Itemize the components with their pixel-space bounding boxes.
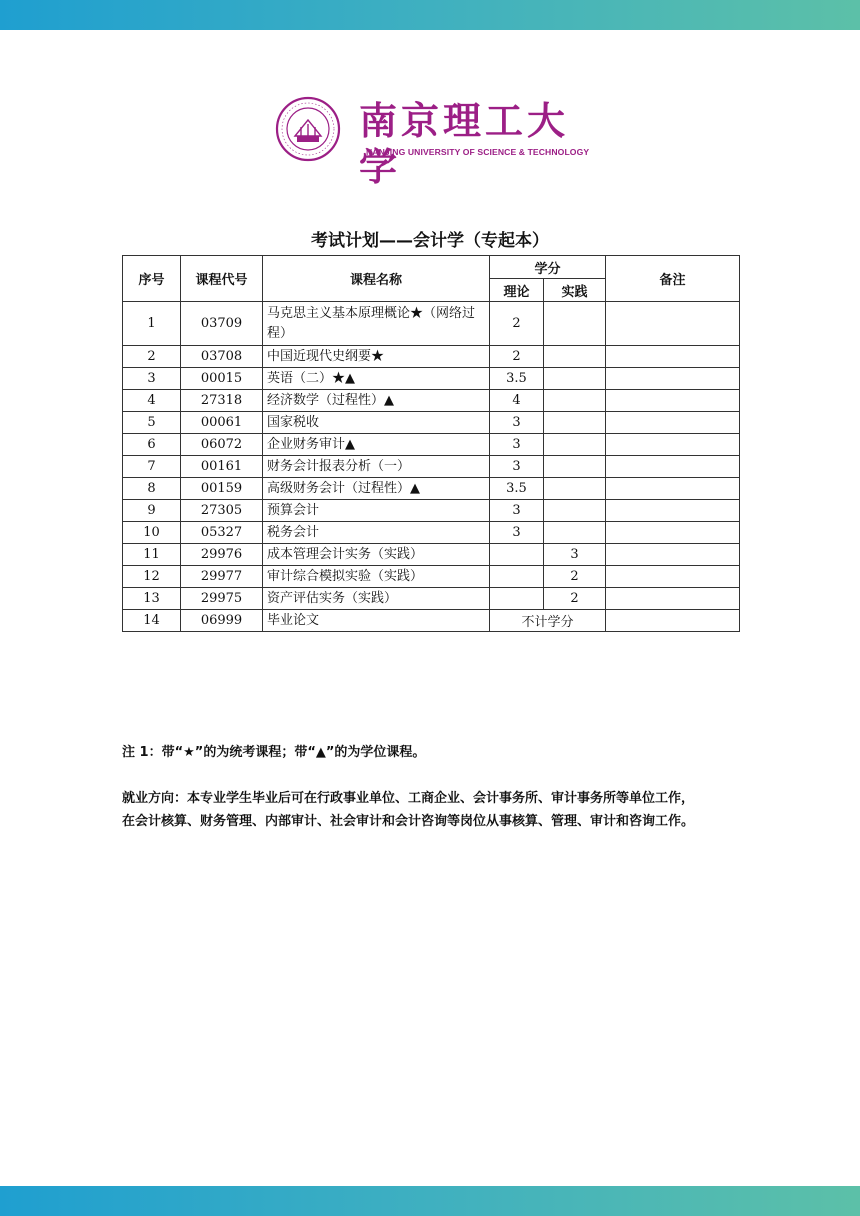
row-practice-credits: 3 bbox=[544, 544, 606, 566]
header-theory: 理论 bbox=[490, 279, 544, 302]
university-name-en: NANJING UNIVERSITY OF SCIENCE & TECHNOLOGY bbox=[366, 147, 590, 157]
row-remarks bbox=[606, 390, 740, 412]
row-course-name: 企业财务审计▲ bbox=[263, 434, 490, 456]
row-code: 06999 bbox=[181, 610, 263, 632]
row-code: 29977 bbox=[181, 566, 263, 588]
row-practice-credits bbox=[544, 434, 606, 456]
row-remarks bbox=[606, 500, 740, 522]
row-theory-credits bbox=[490, 544, 544, 566]
row-code: 03708 bbox=[181, 346, 263, 368]
row-index: 12 bbox=[123, 566, 181, 588]
row-theory-credits bbox=[490, 566, 544, 588]
table-row-thesis bbox=[123, 610, 740, 632]
row-course-name: 税务会计 bbox=[263, 522, 490, 544]
row-practice-credits: 2 bbox=[544, 566, 606, 588]
row-index: 10 bbox=[123, 522, 181, 544]
table-row bbox=[123, 478, 740, 500]
row-course-name: 成本管理会计实务（实践） bbox=[263, 544, 490, 566]
table-row bbox=[123, 522, 740, 544]
row-code: 06072 bbox=[181, 434, 263, 456]
university-logo bbox=[275, 96, 590, 189]
top-decorative-band bbox=[0, 0, 860, 30]
row-theory-credits bbox=[490, 588, 544, 610]
row-remarks bbox=[606, 522, 740, 544]
row-course-name: 资产评估实务（实践） bbox=[263, 588, 490, 610]
row-remarks bbox=[606, 434, 740, 456]
table-row bbox=[123, 302, 740, 346]
row-remarks bbox=[606, 478, 740, 500]
header-practice: 实践 bbox=[544, 279, 606, 302]
document-title: 考试计划——会计学（专起本） bbox=[311, 231, 549, 251]
row-index: 7 bbox=[123, 456, 181, 478]
table-row bbox=[123, 434, 740, 456]
row-index: 3 bbox=[123, 368, 181, 390]
row-remarks bbox=[606, 346, 740, 368]
row-course-name: 高级财务会计（过程性）▲ bbox=[263, 478, 490, 500]
row-index: 11 bbox=[123, 544, 181, 566]
university-name-cn: 南京理工大学 bbox=[359, 98, 570, 189]
exam-plan-table bbox=[122, 255, 740, 632]
row-credits-merged: 不计学分 bbox=[490, 610, 606, 632]
row-course-name: 审计综合模拟实验（实践） bbox=[263, 566, 490, 588]
row-theory-credits: 3.5 bbox=[490, 368, 544, 390]
row-index: 14 bbox=[123, 610, 181, 632]
bottom-decorative-band bbox=[0, 1186, 860, 1216]
row-course-name: 财务会计报表分析（一） bbox=[263, 456, 490, 478]
row-practice-credits bbox=[544, 500, 606, 522]
row-practice-credits bbox=[544, 522, 606, 544]
row-theory-credits: 3 bbox=[490, 456, 544, 478]
row-practice-credits: 2 bbox=[544, 588, 606, 610]
career-direction bbox=[122, 787, 802, 833]
row-code: 05327 bbox=[181, 522, 263, 544]
header-remarks: 备注 bbox=[606, 256, 740, 302]
row-theory-credits: 2 bbox=[490, 302, 544, 346]
row-remarks bbox=[606, 456, 740, 478]
row-index: 8 bbox=[123, 478, 181, 500]
row-index: 6 bbox=[123, 434, 181, 456]
row-course-name: 毕业论文 bbox=[263, 610, 490, 632]
row-index: 1 bbox=[123, 302, 181, 346]
row-index: 4 bbox=[123, 390, 181, 412]
row-course-name: 国家税收 bbox=[263, 412, 490, 434]
row-remarks bbox=[606, 302, 740, 346]
row-index: 9 bbox=[123, 500, 181, 522]
row-remarks bbox=[606, 368, 740, 390]
row-code: 29976 bbox=[181, 544, 263, 566]
career-line-1: 就业方向：本专业学生毕业后可在行政事业单位、工商企业、会计事务所、审计事务所等单位工作， bbox=[122, 791, 695, 806]
row-course-name: 中国近现代史纲要★ bbox=[263, 346, 490, 368]
table-row bbox=[123, 566, 740, 588]
row-index: 13 bbox=[123, 588, 181, 610]
row-theory-credits: 3 bbox=[490, 434, 544, 456]
row-remarks bbox=[606, 412, 740, 434]
row-practice-credits bbox=[544, 390, 606, 412]
row-index: 5 bbox=[123, 412, 181, 434]
row-index: 2 bbox=[123, 346, 181, 368]
table-row bbox=[123, 368, 740, 390]
career-line-2: 在会计核算、财务管理、内部审计、社会审计和会计咨询等岗位从事核算、管理、审计和咨询工作。 bbox=[122, 814, 695, 829]
footnote-symbols: 注 1：带“★”的为统考课程；带“▲”的为学位课程。 bbox=[122, 745, 426, 760]
table-row bbox=[123, 390, 740, 412]
row-code: 00161 bbox=[181, 456, 263, 478]
row-course-name: 英语（二）★▲ bbox=[263, 368, 490, 390]
row-remarks bbox=[606, 544, 740, 566]
row-theory-credits: 3 bbox=[490, 522, 544, 544]
row-practice-credits bbox=[544, 478, 606, 500]
row-code: 00159 bbox=[181, 478, 263, 500]
header-index: 序号 bbox=[123, 256, 181, 302]
row-remarks bbox=[606, 610, 740, 632]
row-practice-credits bbox=[544, 346, 606, 368]
row-theory-credits: 3 bbox=[490, 500, 544, 522]
row-theory-credits: 4 bbox=[490, 390, 544, 412]
row-code: 00061 bbox=[181, 412, 263, 434]
row-course-name: 经济数学（过程性）▲ bbox=[263, 390, 490, 412]
header-course-name: 课程名称 bbox=[263, 256, 490, 302]
table-row bbox=[123, 588, 740, 610]
table-row bbox=[123, 346, 740, 368]
row-remarks bbox=[606, 566, 740, 588]
row-practice-credits bbox=[544, 302, 606, 346]
row-course-name: 预算会计 bbox=[263, 500, 490, 522]
university-seal-icon bbox=[275, 96, 341, 162]
row-code: 00015 bbox=[181, 368, 263, 390]
row-theory-credits: 3 bbox=[490, 412, 544, 434]
row-code: 03709 bbox=[181, 302, 263, 346]
table-row bbox=[123, 412, 740, 434]
row-practice-credits bbox=[544, 456, 606, 478]
header-course-code: 课程代号 bbox=[181, 256, 263, 302]
row-theory-credits: 2 bbox=[490, 346, 544, 368]
table-row bbox=[123, 500, 740, 522]
row-code: 27318 bbox=[181, 390, 263, 412]
row-practice-credits bbox=[544, 368, 606, 390]
row-course-name: 马克思主义基本原理概论★（网络过程） bbox=[263, 302, 490, 346]
table-row bbox=[123, 456, 740, 478]
row-code: 29975 bbox=[181, 588, 263, 610]
row-theory-credits: 3.5 bbox=[490, 478, 544, 500]
row-code: 27305 bbox=[181, 500, 263, 522]
table-row bbox=[123, 544, 740, 566]
row-practice-credits bbox=[544, 412, 606, 434]
header-credits: 学分 bbox=[490, 256, 606, 279]
row-remarks bbox=[606, 588, 740, 610]
